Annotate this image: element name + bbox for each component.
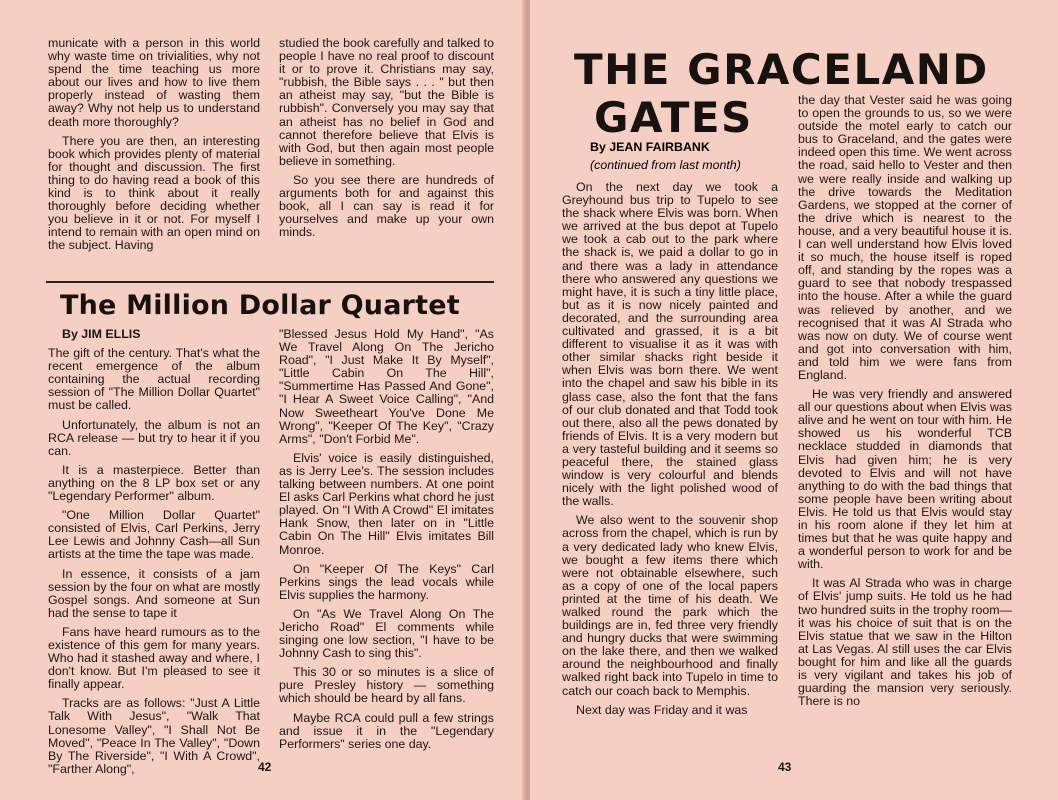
paragraph: Fans have heard rumours as to the existence of this gem for many years. Who had it stashed away and where, I don't know. But I'm pleased to see it finally appear.: [48, 624, 260, 692]
article-column-2: [798, 94, 1012, 708]
paragraph: Maybe RCA could pull a few strings and issue it in the "Legendary Performers" series one day.: [279, 710, 494, 751]
paragraph: Next day was Friday and it was: [576, 702, 748, 717]
paragraph: On the next day we took a Greyhound bus trip to Tupelo to see the shack where Elvis was born. When we arrived at the bus depot at Tupelo we took a cab out to the park where the shack is, we paid a dollar to go in and there was a lady in attendance there who answered any questions we might have, it is such a tiny little place, but as it is now nicely painted and decorated, and the surrounding area cultivated and grassed, it is a bit different to visualise it as it was with other similar shacks right beside it when Elvis was born there. We went into the chapel and saw his bible in its glass case, also the font that the fans of our club donated and that Todd took out there, also all the pews donated by friends of Elvis. It is a very modern but a very tasteful building and it seems so peaceful there, the stained glass window is very colourful and blends nicely with the light polished wood of the walls.: [562, 180, 778, 509]
article-column-2: [279, 328, 494, 757]
paragraph: Tracks are as follows: "Just A Little Talk With Jesus", "Walk That Lonesome Valley", "I Shall Not Be Moved", "Peace In The Valley", "Down By The Riverside", "I With A Crowd", "Farther Along",: [48, 696, 260, 776]
paragraph: On "Keeper Of The Keys" Carl Perkins sings the lead vocals while Elvis supplies the harmony.: [279, 561, 494, 602]
paragraph: On "As We Travel Along On The Jericho Road" El comments while singing one low section, "I have to be Johnny Cash to sing this".: [279, 606, 494, 661]
paragraph: It was Al Strada who was in charge of Elvis' jump suits. He told us he had two hundred suits in the trophy room—it was his choice of suit that is on the Elvis statue that we saw in the Hilton at Las Vegas. Al still uses the car Elvis bought for him and like all the guards is very vigilant and takes his job of guarding the mansion very seriously. There is no: [798, 576, 1012, 709]
essay-column-1: [48, 37, 260, 253]
byline: By JIM ELLIS: [62, 327, 141, 341]
paragraph: Unfortunately, the album is not an RCA release — but try to hear it if you can.: [48, 417, 260, 458]
paragraph: In essence, it consists of a jam session by the four on what are mostly Gospel songs. And someone at Sun had the sense to tape it: [48, 566, 260, 620]
paragraph: There you are then, an interesting book which provides plenty of material for thought and discussion. The first thing to do having read a book of this kind is to think about it really thoroughly before deciding whether you believe in it or not. For myself I intend to remain with an open mind on the subject. Having: [48, 133, 260, 253]
article-column-1: [562, 181, 778, 717]
section-divider: [46, 281, 494, 283]
page-number: 43: [778, 760, 792, 774]
paragraph: It is a masterpiece. Better than anything on the 8 LP box set or any "Legendary Performer" album.: [48, 462, 260, 504]
paragraph: The gift of the century. That's what the recent emergence of the album containing the actual recording session of "The Million Dollar Quartet" must be called.: [48, 346, 260, 413]
paragraph: We also went to the souvenir shop across from the chapel, which is run by a very dedicated lady who knew Elvis, we bought a few items there which were not obtainable elsewhere, such as a copy of one of the local papers printed at the time of his death. We walked round the park which the buildings are in, fed three very friendly and hungry ducks that were swimming on the lake there, and then we walked around the neighbourhood and finally walked right back into Tupelo in time to catch our coach back to Memphis.: [562, 513, 778, 698]
paragraph: the day that Vester said he was going to open the grounds to us, so we were outside the motel early to catch our bus to Graceland, and the gates were indeed open this time. We went across the road, said hello to Vester and then we were really inside and walking up the drive towards the Meditation Gardens, we stopped at the corner of the drive which is nearest to the house, and a very beautiful house it is. I can well understand how Elvis loved it so much, the house itself is roped off, and standing by the ropes was a guard to see that nobody trespassed into the house. After a while the guard was relieved by another, and we recognised that it was Al Strada who was now on duty. We of course went and got into conversation with him, and told him we were fans from England.: [798, 93, 1012, 382]
paragraph: This 30 or so minutes is a slice of pure Presley history — something which should be heard by all fans.: [279, 665, 494, 706]
left-page: [0, 0, 526, 800]
paragraph: He was very friendly and answered all our questions about when Elvis was alive and he went on tour with him. He showed us his wonderful TCB necklace studded in diamonds that Elvis had given him; he is very devoted to Elvis and will not have anything to do with the bad things that some people have been writing about Elvis. He told us that Elvis would stay in his room alone if they let him at times but that he was quite happy and a wonderful person to work for and be with.: [798, 387, 1012, 572]
paragraph: Elvis' voice is easily distinguished, as is Jerry Lee's. The session includes talking between numbers. At one point El asks Carl Perkins what chord he just played. On "I With A Crowd" El imitates Hank Snow, then later on in "Little Cabin On The Hill" Elvis imitates Bill Monroe.: [279, 450, 494, 557]
article-title: The Million Dollar Quartet: [60, 290, 460, 321]
essay-column-2: [279, 37, 494, 245]
title-line-2: GATES: [594, 93, 753, 142]
title-line-1: THE GRACELAND: [574, 45, 989, 94]
page-number: 42: [258, 760, 272, 774]
article-column-1: [48, 328, 260, 776]
paragraph: "One Million Dollar Quartet" consisted of Elvis, Carl Perkins, Jerry Lee Lewis and Johnny Cash—all Sun artists at the time the tape was made.: [48, 508, 260, 562]
paragraph: "Blessed Jesus Hold My Hand", "As We Travel Along On The Jericho Road", "I Just Make It By Myself", "Little Cabin On The Hill", "Summertime Has Passed And Gone", "I Hear A Sweet Voice Calling", "And Now Sweetheart You've Done Me Wrong", "Keeper Of The Key", "Crazy Arms", "Don't Forbid Me".: [279, 327, 494, 446]
byline: By JEAN FAIRBANK: [590, 140, 710, 154]
continued-note: (continued from last month): [590, 158, 741, 172]
paragraph: studied the book carefully and talked to people I have no real proof to discount it or to prove it. Christians may say, "rubbish, the Bible says . . . " but then an atheist may say, "but the Bible is rubbish". Conversely you may say that an atheist has no belief in God and cannot therefore believe that Elvis is with God, but then again most people believe in something.: [279, 36, 494, 168]
paragraph: So you see there are hundreds of arguments both for and against this book, all I can say is read it for yourselves and make up your own minds.: [279, 172, 494, 240]
paragraph: municate with a person in this world why waste time on trivialities, why not spend the time teaching us more about our lives and how to live them properly instead of wasting them away? Why not help us to understand death more thoroughly?: [48, 36, 260, 129]
right-page: [530, 0, 1058, 800]
